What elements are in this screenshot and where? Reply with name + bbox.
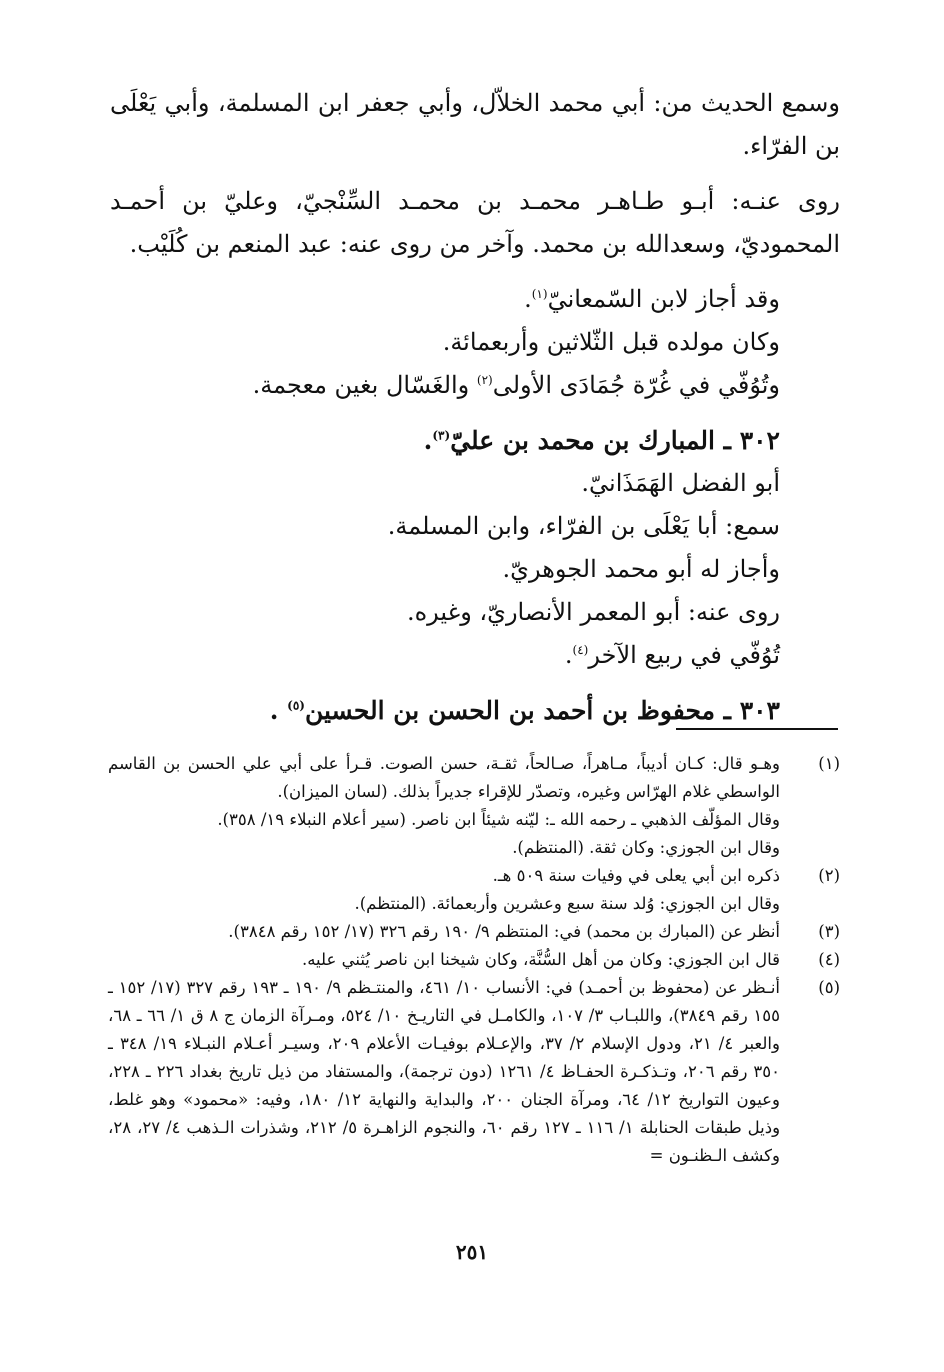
- footnote-number: (٥): [818, 978, 840, 997]
- footnotes: [108, 750, 840, 1170]
- footnote-4: [108, 946, 840, 974]
- entry-302-ijaza: وأجاز له أبو محمد الجوهريّ.: [502, 555, 780, 583]
- footnote-separator: [676, 728, 838, 730]
- paragraph-ijaza: وقد أجاز لابن السّمعانيّ$^{(١)}$.: [524, 285, 780, 313]
- footnote-line: أنظر عن (المبارك بن محمد) في: المنتظم ٩/ ١٩٠ رقم ٣٢٦ (١٧/ ١٥٢ رقم ٣٨٤٨).: [228, 922, 780, 941]
- page-number: ٢٥١: [455, 1240, 489, 1264]
- paragraph-hadith-heard: وسمع الحديث من: أبي محمد الخلاّل، وأبي جعفر ابن المسلمة، وأبي يَعْلَى بن الفرّاء.: [110, 89, 840, 160]
- footnote-line: وهـو قال: كـان أديباً، مـاهراً، صـالحاً، ثقـة، حسن الصوت. قـرأ على أبي علي الحسن بن القاسم الواسطي غلام الهرّاس وغيره، وتصدّر للإقراء جديراً بذلك. (لسان الميزان).: [108, 754, 780, 801]
- entry-302-kunya: أبو الفضل الهَمَذَانيّ.: [581, 469, 780, 497]
- footnote-5: [108, 974, 840, 1170]
- footnote-ref-3[interactable]: (٣): [432, 428, 451, 443]
- paragraph-birth: وكان مولده قبل الثّلاثين وأربعمائة.: [442, 328, 780, 356]
- entry-303-title: ٣٠٣ ـ محفوظ بن أحمد بن الحسن بن الحسين$^{(٥)}$ .: [269, 696, 780, 725]
- footnote-1: [108, 750, 840, 862]
- footnote-ref-4[interactable]: (٤): [572, 643, 589, 657]
- main-text: [110, 82, 840, 732]
- footnote-number: (٣): [818, 922, 840, 941]
- footnote-ref-1[interactable]: (١): [531, 287, 548, 301]
- footnote-3: [108, 918, 840, 946]
- paragraph-narrators: روى عنـه: أبـو طـاهـر محمـد بن محمـد السِّنْجيّ، وعليّ بن أحمـد المحموديّ، وسعدالله بن محمد. وآخر من روى عنه: عبد المنعم بن كُلَيْب.: [110, 187, 840, 258]
- entry-302-title: ٣٠٢ ـ المبارك بن محمد بن عليّ$^{(٣)}$.: [423, 426, 780, 455]
- footnote-number: (١): [818, 754, 840, 773]
- footnote-line: وقال المؤلّف الذهبي ـ رحمه الله ـ: ليّنه شيئاً ابن ناصر. (سير أعلام النبلاء ١٩/ ٣٥٨).: [217, 810, 780, 829]
- footnote-number: (٤): [818, 950, 840, 969]
- footnote-number: (٢): [818, 866, 840, 885]
- entry-302-heard: سمع: أبا يَعْلَى بن الفرّاء، وابن المسلمة.: [387, 512, 780, 540]
- footnote-line: أنـظر عن (محفوظ بن أحمـد) في: الأنساب ١٠/ ٤٦١، والمنتـظم ٩/ ١٩٠ ـ ١٩٣ رقم ٣٢٧ (١٧/ ١٥٢ ـ ١٥٥ رقم ٣٨٤٩)، واللبـاب ٣/ ١٠٧، والكامـل في التاريـخ ١٠/ ٥٢٤، ومـرآة الزمان ج ٨ ق ١/ ٦٦ ـ ٦٨، والعبر ٤/ ٢١، ودول الإسلام ٢/ ٣٧، والإعـلام بوفيـات الأعلام ٢٠٩، وسيـر أعـلام النبـلاء ١٩/ ٣٤٨ ـ ٣٥٠ رقم ٢٠٦، وتـذكـرة الحفـاظ ٤/ ١٢٦١ (دون ترجمة)، والمستفاد من ذيل تاريخ بغداد ٢٢٦ ـ ٢٢٨، وعيون التواريخ ١٢/ ٦٤، ومرآة الجنان ٢٠٠، والبداية والنهاية ١٢/ ١٨٠، وفيه: «محمود» وهو غلط، وذيل طبقات الحنابلة ١/ ١١٦ ـ ١٢٧ رقم ٦٠، والنجوم الزاهـرة ٥/ ٢١٢، وشذرات الـذهب ٤/ ٢٧، ٢٨، وكشف الـظنـون =: [108, 978, 781, 1165]
- footnote-ref-2[interactable]: (٢): [476, 373, 493, 387]
- entry-302-narrators: روى عنه: أبو المعمر الأنصاريّ، وغيره.: [406, 598, 780, 626]
- entry-302-death: تُوُفّي في ربيع الآخر$^{(٤)}$.: [564, 641, 780, 669]
- footnote-2: [108, 862, 840, 918]
- footnote-ref-5[interactable]: (٥): [287, 698, 305, 713]
- footnote-line: وقال ابن الجوزي: وكان ثقة. (المنتظم).: [512, 838, 780, 857]
- footnote-line: ذكره ابن أبي يعلى في وفيات سنة ٥٠٩ هـ.: [492, 866, 780, 885]
- footnote-line: قال ابن الجوزي: وكان من أهل السُّنَّة، وكان شيخنا ابن ناصر يُثني عليه.: [301, 950, 780, 969]
- paragraph-death: وتُوُفّي في غُرّة جُمَادَى الأولى$^{(٢)}$ والغَسّال بغين معجمة.: [252, 371, 780, 399]
- footnote-line: وقال ابن الجوزي: وُلد سنة سبع وعشرين وأربعمائة. (المنتظم).: [354, 894, 780, 913]
